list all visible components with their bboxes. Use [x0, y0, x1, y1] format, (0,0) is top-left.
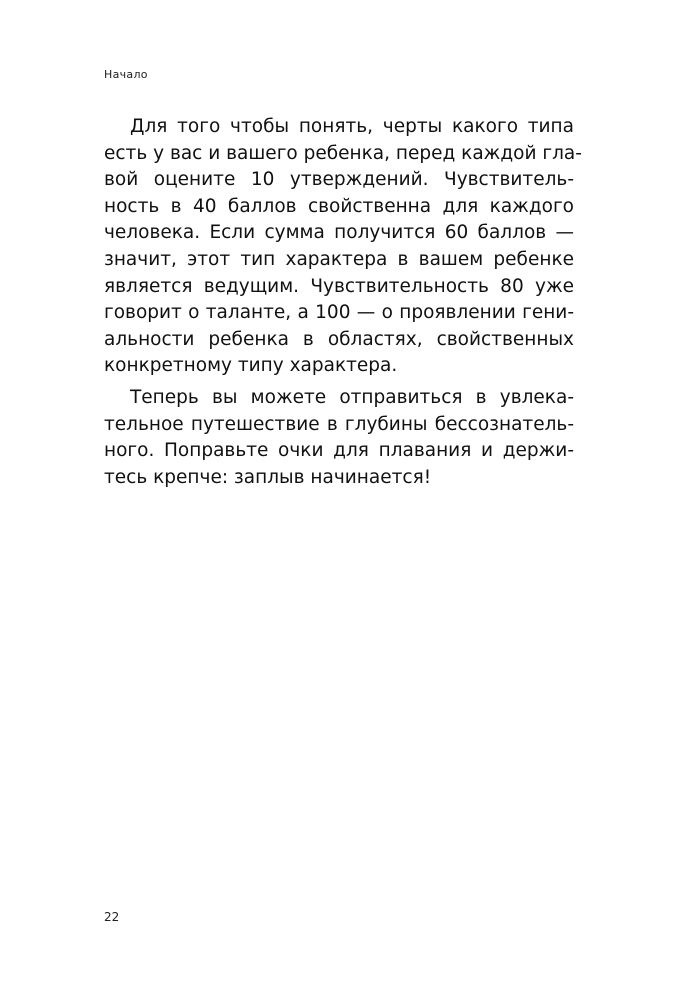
paragraph-2 [104, 385, 574, 491]
text-line: конкретному типу характера. [104, 355, 398, 377]
text-line: является ведущим. Чувствительность 80 уже [104, 275, 574, 297]
text-line: говорит о таланте, а 100 — о проявлении гени- [104, 302, 574, 324]
text-line: ного. Поправьте очки для плавания и держи- [104, 440, 574, 462]
text-line: тельное путешествие в глубины бессознатель- [104, 413, 574, 435]
running-head: Начало [104, 68, 148, 81]
body-text [104, 114, 582, 491]
text-line: вой оцените 10 утверждений. Чувствитель- [104, 169, 574, 191]
page-number: 22 [104, 910, 120, 924]
text-line: есть у вас и вашего ребенка, перед каждой гла- [104, 142, 582, 164]
paragraph-1 [104, 114, 582, 380]
text-line: человека. Если сумма получится 60 баллов — [104, 222, 574, 244]
text-line: тесь крепче: заплыв начинается! [104, 466, 432, 488]
text-line: Для того чтобы понять, черты какого типа [130, 116, 574, 137]
text-line: Теперь вы можете отправиться в увлека- [130, 386, 574, 408]
text-line: ность в 40 баллов свойственна для каждого [104, 195, 574, 217]
text-line: значит, этот тип характера в вашем ребенке [104, 248, 574, 270]
text-line: альности ребенка в областях, свойственных [104, 328, 574, 350]
